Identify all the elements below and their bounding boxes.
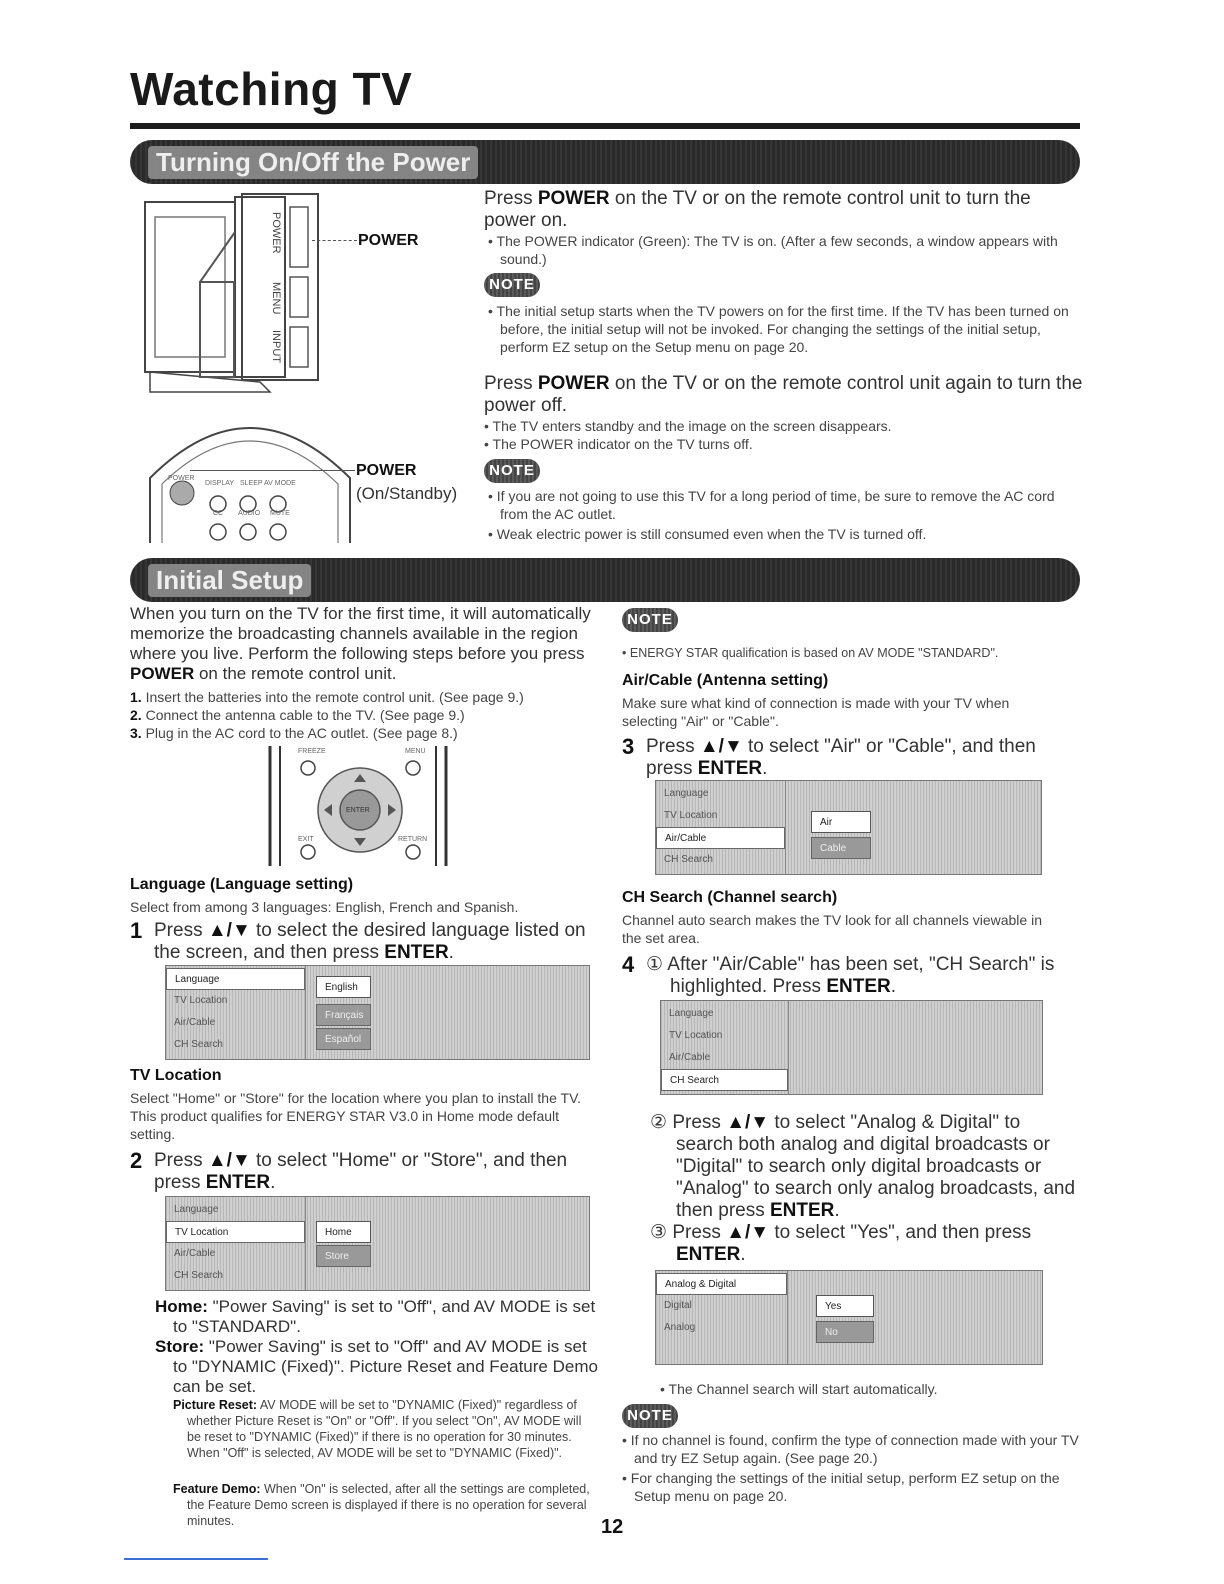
dpad-label-exit: EXIT [298, 836, 314, 843]
final-note-1: • If no channel is found, confirm the type of connection made with your TV and try EZ Setup again. (See page 20.) [622, 1431, 1082, 1467]
option-english: English [316, 976, 371, 998]
language-desc: Select from among 3 languages: English, French and Spanish. [130, 899, 519, 915]
dpad-illustration [268, 746, 448, 866]
language-menu-screen [165, 965, 590, 1060]
remote-label-mute: MUTE [270, 510, 290, 517]
power-off-bullet-2: • The POWER indicator on the TV turns off. [484, 435, 1074, 453]
setup-note-badge-2: NOTE [622, 1404, 678, 1428]
menu-item-air-cable: Air/Cable [656, 827, 785, 849]
menu-item-ch-search: CH Search [661, 1069, 788, 1091]
tv-label-menu: MENU [270, 282, 282, 315]
menu-item-tv-location: TV Location [166, 1221, 305, 1243]
power-off-note-2: • Weak electric power is still consumed even when the TV is turned off. [472, 525, 1072, 543]
step-4a: ① After "Air/Cable" has been set, "CH Search" is highlighted. Press ENTER. [646, 954, 1055, 997]
page-title: Watching TV [130, 63, 413, 115]
tv-power-callout: POWER [358, 232, 419, 249]
feature-demo-description: Feature Demo: When "On" is selected, after all the settings are completed, the Feature Demo screen is displayed if there is no operation for several minutes. [173, 1482, 590, 1528]
remote-label-display: DISPLAY [205, 480, 235, 487]
remote-power-callout: POWER [356, 462, 417, 479]
title-rule [130, 123, 1080, 129]
power-banner-label: Turning On/Off the Power [148, 146, 478, 179]
menu-item-language: Language [166, 968, 305, 990]
final-note-2: • For changing the settings of the initial setup, perform EZ setup on the Setup menu on page 20. [622, 1469, 1082, 1505]
tv-label-input: INPUT [270, 330, 282, 363]
air-cable-desc: Make sure what kind of connection is made with your TV when selecting "Air" or "Cable". [622, 695, 1010, 729]
power-off-instruction: Press POWER on the TV or on the remote control unit again to turn the power off. [484, 373, 1083, 416]
menu-item-tv-location: TV Location [174, 995, 228, 1006]
footer-link-underline [124, 1558, 268, 1560]
step-4-num: 4 [622, 952, 635, 977]
setup-banner [130, 558, 1080, 602]
ch-search-desc: Channel auto search makes the TV look for all channels viewable in the set area. [622, 912, 1042, 946]
remote-label-sleep: SLEEP [240, 480, 263, 487]
dpad-label-freeze: FREEZE [298, 748, 326, 755]
analog-digital-menu-list [656, 1271, 788, 1364]
language-menu-list [166, 966, 306, 1059]
tv-location-menu-screen [165, 1196, 590, 1291]
menu-item-ch-search: CH Search [174, 1039, 223, 1050]
power-on-bullet: • The POWER indicator (Green): The TV is on. (After a few seconds, a window appears with sound.) [472, 232, 1072, 268]
setup-intro: When you turn on the TV for the first time, it will automatically memorize the broadcasting channels available in the region where you live. Perform the following steps before you press POWER on the remote control unit. [130, 604, 591, 683]
setup-step-3: 3. Plug in the AC cord to the AC outlet. (See page 8.) [130, 725, 458, 741]
power-leader-line [312, 240, 357, 241]
air-cable-menu-screen [655, 780, 1042, 875]
power-on-note: • The initial setup starts when the TV powers on for the first time. If the TV has been turned on before, the initial setup will not be invoked. For changing the settings of the initial setup, perform EZ setup on the Setup menu on page 20. [472, 302, 1072, 356]
auto-search-bullet: • The Channel search will start automatically. [660, 1380, 1080, 1398]
menu-item-analog-digital: Analog & Digital [656, 1273, 787, 1295]
setup-step-1: 1. Insert the batteries into the remote control unit. (See page 9.) [130, 689, 524, 705]
step-3-num: 3 [622, 734, 635, 759]
menu-item-language: Language [174, 1204, 219, 1215]
menu-item-tv-location: TV Location [664, 810, 718, 821]
menu-item-air-cable: Air/Cable [174, 1017, 216, 1028]
page-number: 12 [601, 1516, 624, 1538]
power-on-instruction: Press POWER on the TV or on the remote control unit to turn the power on. [484, 188, 1031, 231]
menu-item-digital: Digital [664, 1300, 692, 1311]
power-off-bullet-1: • The TV enters standby and the image on the screen disappears. [484, 417, 1074, 435]
tv-location-step-num: 2 [130, 1148, 143, 1173]
home-description: Home: "Power Saving" is set to "Off", and AV MODE is set to "STANDARD". [155, 1297, 596, 1336]
ch-search-menu-screen [660, 1000, 1043, 1095]
setup-step-2: 2. Connect the antenna cable to the TV. (See page 9.) [130, 707, 465, 723]
power-banner [130, 140, 1080, 184]
remote-label-power: POWER [168, 475, 195, 482]
remote-label-avmode: AV MODE [264, 480, 296, 487]
option-cable: Cable [811, 837, 871, 859]
store-description: Store: "Power Saving" is set to "Off" and AV MODE is set to "DYNAMIC (Fixed)". Picture Reset and Feature Demo can be set. [155, 1337, 598, 1396]
tv-location-step: Press ▲/▼ to select "Home" or "Store", and then press ENTER. [154, 1150, 568, 1193]
remote-label-audio: AUDIO [238, 510, 261, 517]
tv-location-desc: Select "Home" or "Store" for the location where you plan to install the TV. This product qualifies for ENERGY STAR V3.0 in Home mode default setting. [130, 1090, 582, 1142]
option-home: Home [316, 1221, 371, 1243]
option-espanol: Español [316, 1028, 371, 1050]
tv-location-menu-list [166, 1197, 306, 1290]
step-4c: ③ Press ▲/▼ to select "Yes", and then press ENTER. [650, 1222, 1032, 1265]
setup-banner-label: Initial Setup [148, 564, 311, 597]
remote-power-sub: (On/Standby) [356, 484, 458, 503]
air-cable-menu-list [656, 781, 786, 874]
menu-item-analog: Analog [664, 1322, 696, 1333]
air-cable-heading: Air/Cable (Antenna setting) [622, 672, 829, 689]
option-no: No [816, 1321, 874, 1343]
power-off-note-1: • If you are not going to use this TV for a long period of time, be sure to remove the AC cord from the AC outlet. [472, 487, 1072, 523]
remote-label-cc: CC [213, 510, 224, 517]
language-step-num: 1 [130, 918, 143, 943]
dpad-label-enter: ENTER [346, 807, 370, 814]
tv-location-heading: TV Location [130, 1067, 222, 1084]
menu-item-language: Language [664, 788, 709, 799]
option-air: Air [811, 811, 871, 833]
language-heading: Language (Language setting) [130, 876, 354, 893]
menu-item-air-cable: Air/Cable [174, 1248, 216, 1259]
remote-power-leader [190, 470, 355, 471]
analog-digital-menu-screen [655, 1270, 1043, 1365]
dpad-label-return: RETURN [398, 836, 428, 843]
step-4b: ② Press ▲/▼ to select "Analog & Digital" to search both analog and digital broadcasts or "Digital" to search only digital broadcasts or "Analog" to search only analog broadcasts, and then press ENTER. [650, 1112, 1076, 1221]
power-note-badge-2: NOTE [484, 459, 540, 483]
menu-item-air-cable: Air/Cable [669, 1052, 711, 1063]
menu-item-language: Language [669, 1008, 714, 1019]
option-yes: Yes [816, 1295, 874, 1317]
menu-item-tv-location: TV Location [669, 1030, 723, 1041]
picture-reset-description: Picture Reset: AV MODE will be set to "DYNAMIC (Fixed)" regardless of whether Picture Reset is "On" or "Off". If you select "On", AV MODE will be reset to "DYNAMIC (Fixed)" if there is no operation for 30 minutes. When "Off" is selected, AV MODE will be set to "DYNAMIC (Fixed)". [173, 1398, 582, 1460]
tv-label-power: POWER [270, 212, 282, 254]
menu-item-ch-search: CH Search [174, 1270, 223, 1281]
dpad-label-menu: MENU [405, 748, 426, 755]
power-note-badge-1: NOTE [484, 273, 540, 297]
setup-note-badge-1: NOTE [622, 608, 678, 632]
ch-search-menu-list [661, 1001, 789, 1094]
energy-star-note: • ENERGY STAR qualification is based on AV MODE "STANDARD". [622, 645, 1082, 661]
language-step: Press ▲/▼ to select the desired language listed on the screen, and then press ENTER. [154, 920, 586, 963]
step-3: Press ▲/▼ to select "Air" or "Cable", and then press ENTER. [646, 736, 1036, 779]
menu-item-ch-search: CH Search [664, 854, 713, 865]
option-francais: Français [316, 1004, 371, 1026]
option-store: Store [316, 1245, 371, 1267]
ch-search-heading: CH Search (Channel search) [622, 889, 838, 906]
